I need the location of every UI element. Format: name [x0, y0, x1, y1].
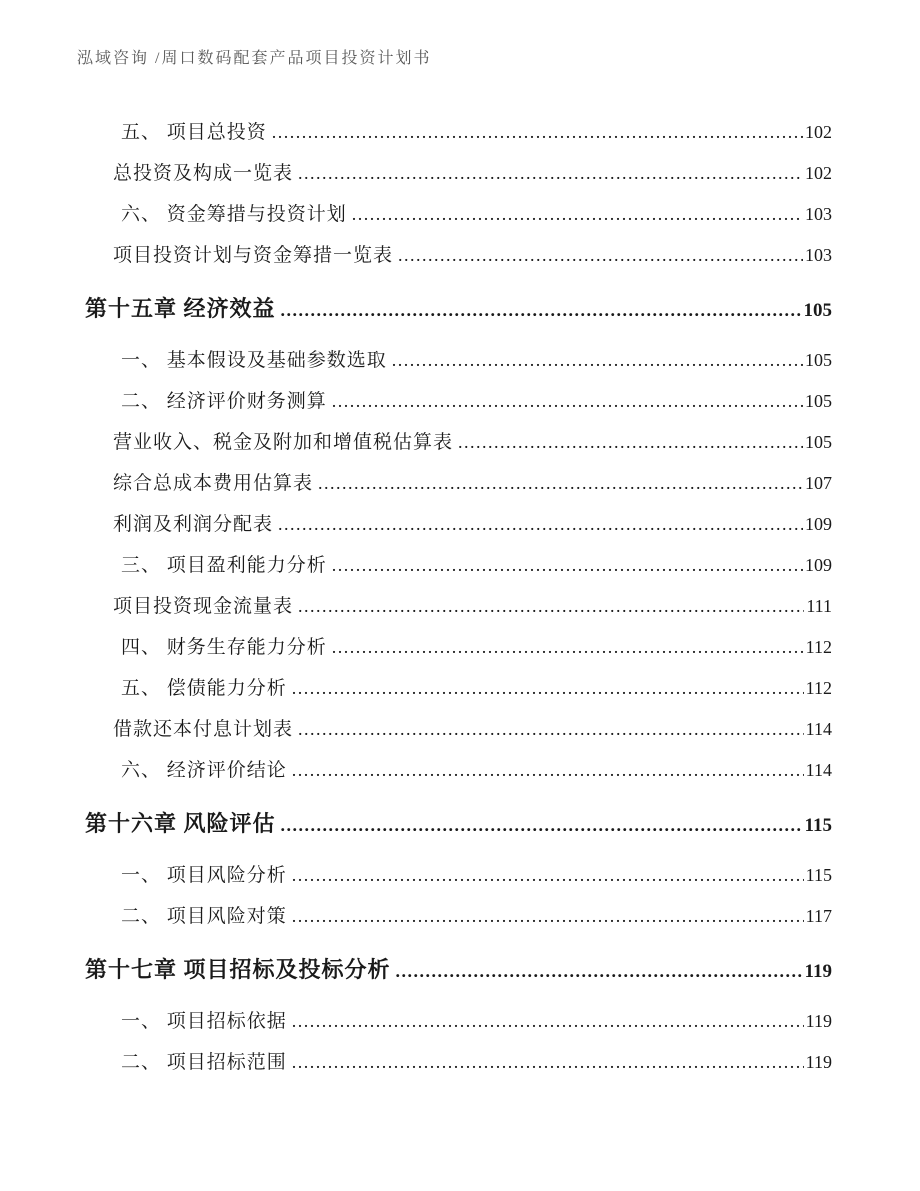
toc-entry[interactable]: [85, 381, 832, 422]
toc-entry-label: 一、 基本假设及基础参数选取: [121, 350, 387, 371]
toc-page-number: 119: [804, 961, 832, 982]
toc-entry-label: 利润及利润分配表: [113, 514, 274, 535]
toc-leader-dots: [298, 709, 804, 750]
toc-page-number: 105: [805, 350, 832, 370]
toc-entry[interactable]: [85, 750, 832, 791]
toc-leader-dots: [292, 1042, 804, 1083]
toc-page-number: 102: [805, 122, 832, 142]
toc-entry[interactable]: [85, 112, 832, 153]
toc-entry-label: 二、 项目招标范围: [121, 1052, 287, 1073]
toc-page-number: 105: [805, 432, 832, 452]
toc-leader-dots: [392, 340, 803, 381]
toc-list: [85, 112, 832, 1083]
toc-leader-dots: [332, 381, 803, 422]
toc-page-number: 117: [805, 906, 832, 926]
header-text: 泓域咨询 /周口数码配套产品项目投资计划书: [77, 50, 432, 67]
toc-entry[interactable]: [85, 463, 832, 504]
toc-entry[interactable]: [85, 627, 832, 668]
toc-entry-label: 二、 经济评价财务测算: [121, 391, 327, 412]
toc-entry-label: 综合总成本费用估算表: [113, 473, 314, 494]
toc-entry[interactable]: [85, 855, 832, 896]
toc-entry[interactable]: [85, 422, 832, 463]
toc-leader-dots: [278, 504, 803, 545]
page-header: [77, 48, 920, 70]
toc-entry-label: 项目投资计划与资金筹措一览表: [113, 245, 394, 266]
toc-page-number: 109: [805, 555, 832, 575]
toc-page-number: 103: [805, 204, 832, 224]
toc-leader-dots: [281, 285, 802, 334]
toc-leader-dots: [272, 112, 803, 153]
toc-entry-label: 五、 项目总投资: [121, 122, 267, 143]
toc-entry-label: 第十六章 风险评估: [85, 811, 276, 836]
toc-entry-label: 二、 项目风险对策: [121, 906, 287, 927]
toc-entry[interactable]: [85, 668, 832, 709]
toc-page-number: 111: [806, 596, 832, 616]
toc-leader-dots: [292, 750, 804, 791]
toc-leader-dots: [396, 946, 803, 995]
toc-leader-dots: [458, 422, 803, 463]
toc-entry[interactable]: [85, 1001, 832, 1042]
toc-entry-label: 营业收入、税金及附加和增值税估算表: [113, 432, 454, 453]
toc-entry-label: 第十七章 项目招标及投标分析: [85, 957, 391, 982]
toc-page-number: 105: [803, 300, 832, 321]
toc-entry-label: 一、 项目风险分析: [121, 865, 287, 886]
toc-leader-dots: [292, 1001, 804, 1042]
toc-entry-label: 一、 项目招标依据: [121, 1011, 287, 1032]
toc-entry[interactable]: [85, 1042, 832, 1083]
toc-entry-label: 四、 财务生存能力分析: [121, 637, 327, 658]
toc-leader-dots: [298, 153, 803, 194]
toc-page-number: 114: [805, 760, 832, 780]
toc-page-number: 109: [805, 514, 832, 534]
toc-entry[interactable]: [85, 340, 832, 381]
toc-leader-dots: [292, 855, 804, 896]
toc-entry[interactable]: [85, 709, 832, 750]
toc-leader-dots: [398, 235, 803, 276]
toc-entry[interactable]: [85, 285, 832, 335]
toc-page-number: 115: [805, 865, 832, 885]
toc-entry[interactable]: [85, 235, 832, 276]
toc-page-number: 102: [805, 163, 832, 183]
toc-page-number: 119: [805, 1011, 832, 1031]
toc-entry[interactable]: [85, 153, 832, 194]
toc-entry-label: 借款还本付息计划表: [113, 719, 294, 740]
toc-leader-dots: [281, 800, 803, 849]
toc-entry[interactable]: [85, 194, 832, 235]
toc-page-number: 107: [805, 473, 832, 493]
toc-leader-dots: [332, 627, 804, 668]
toc-leader-dots: [352, 194, 803, 235]
toc-page-number: 114: [805, 719, 832, 739]
toc-page-number: 115: [804, 815, 832, 836]
toc-entry[interactable]: [85, 896, 832, 937]
toc-leader-dots: [298, 586, 804, 627]
toc-entry[interactable]: [85, 586, 832, 627]
toc-page-number: 112: [805, 637, 832, 657]
toc-page-number: 112: [805, 678, 832, 698]
toc-entry-label: 总投资及构成一览表: [113, 163, 294, 184]
toc-entry-label: 三、 项目盈利能力分析: [121, 555, 327, 576]
toc-leader-dots: [292, 896, 804, 937]
toc-page-number: 119: [805, 1052, 832, 1072]
toc-entry-label: 项目投资现金流量表: [113, 596, 294, 617]
toc-leader-dots: [332, 545, 803, 586]
toc-entry-label: 五、 偿债能力分析: [121, 678, 287, 699]
toc-entry-label: 六、 经济评价结论: [121, 760, 287, 781]
toc-page-number: 103: [805, 245, 832, 265]
toc-leader-dots: [292, 668, 804, 709]
toc-entry[interactable]: [85, 545, 832, 586]
toc-entry[interactable]: [85, 504, 832, 545]
toc-entry-label: 第十五章 经济效益: [85, 296, 276, 321]
toc-leader-dots: [318, 463, 803, 504]
toc-entry[interactable]: [85, 946, 832, 996]
toc-entry-label: 六、 资金筹措与投资计划: [121, 204, 347, 225]
toc-entry[interactable]: [85, 800, 832, 850]
toc-page-number: 105: [805, 391, 832, 411]
